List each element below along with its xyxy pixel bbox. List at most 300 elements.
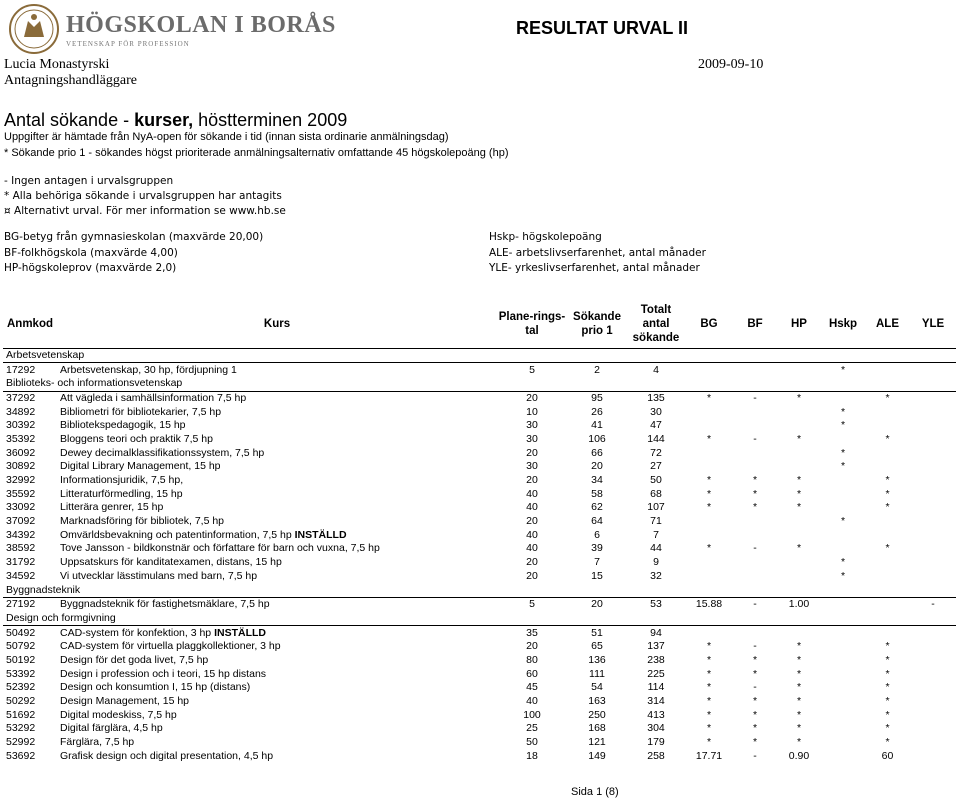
cell-bf: *: [752, 722, 758, 735]
cell-plane: 80: [526, 653, 538, 666]
cell-ale: [865, 405, 910, 419]
cell-hp: [777, 419, 821, 433]
cell-totalt: 53: [650, 598, 662, 611]
cell-yle: [910, 667, 956, 681]
cell-ale: [865, 570, 910, 584]
cell-plane: 20: [526, 556, 538, 569]
cell-bf: [733, 405, 777, 419]
cell-hp: [777, 528, 821, 542]
table-row: [3, 654, 956, 668]
cell-hskp: *: [840, 460, 846, 473]
cell-bg: 17.71: [695, 749, 723, 762]
cell-anmkod: 53692: [6, 749, 36, 762]
legend-bf: BF-folkhögskola (maxvärde 4,00): [4, 246, 178, 259]
cell-bf: *: [752, 653, 758, 666]
cell-kurs: Marknadsföring för bibliotek, 7,5 hp: [60, 515, 225, 528]
cell-hp: 1.00: [788, 598, 810, 611]
cell-yle: -: [931, 598, 935, 611]
cell-bg: [685, 528, 733, 542]
brand-tagline: VETENSKAP FÖR PROFESSION: [66, 40, 190, 48]
cell-prio: 39: [591, 542, 603, 555]
col-plane: Plane-rings-tal: [497, 300, 567, 348]
cell-totalt: 27: [650, 460, 662, 473]
cell-kurs: CAD-system för konfektion, 3 hp INSTÄLLD: [60, 626, 266, 639]
cell-totalt: 7: [653, 528, 659, 541]
col-hp: HP: [777, 300, 821, 348]
cell-hp: [777, 405, 821, 419]
table-row: [3, 391, 956, 405]
cell-hp: [777, 363, 821, 377]
cell-hp: *: [796, 708, 802, 721]
cell-hskp: *: [840, 515, 846, 528]
cell-yle: [910, 363, 956, 377]
table-row: [3, 363, 956, 377]
cell-hskp: [821, 542, 865, 556]
cell-plane: 20: [526, 515, 538, 528]
cell-hp: *: [796, 542, 802, 555]
cell-hp: 0.90: [788, 749, 810, 762]
cell-anmkod: 37092: [6, 515, 36, 528]
cell-bf: [733, 515, 777, 529]
cell-anmkod: 34892: [6, 405, 36, 418]
cell-anmkod: 31792: [6, 556, 36, 569]
cell-prio: 106: [588, 432, 606, 445]
cell-bf: [733, 363, 777, 377]
cell-bg: [685, 460, 733, 474]
cell-ale: *: [885, 501, 890, 514]
cell-prio: 149: [588, 749, 606, 762]
cell-anmkod: 35592: [6, 487, 36, 500]
table-row: [3, 419, 956, 433]
cell-bf: -: [753, 749, 757, 762]
cell-yle: [910, 640, 956, 654]
cell-anmkod: 50292: [6, 695, 36, 708]
cell-prio: 41: [591, 419, 603, 432]
cell-anmkod: 50192: [6, 653, 36, 666]
cell-plane: 10: [526, 405, 538, 418]
results-table: [3, 300, 956, 763]
col-ale: ALE: [865, 300, 910, 348]
cell-anmkod: 52392: [6, 681, 36, 694]
legend-hskp: Hskp- högskolepoäng: [489, 231, 602, 243]
cell-kurs: Design och konsumtion I, 15 hp (distans): [60, 681, 251, 694]
note-all-admitted: * Alla behöriga sökande i urvalsgruppen har antagits: [4, 190, 282, 202]
section-title: Arbetsvetenskap: [3, 348, 956, 363]
cell-ale: *: [885, 432, 890, 445]
cell-totalt: 137: [647, 640, 665, 653]
source-note: Uppgifter är hämtade från NyA-open för sökande i tid (innan sista ordinarie anmälningsdag): [4, 131, 449, 143]
cell-totalt: 225: [647, 667, 665, 680]
cell-anmkod: 53292: [6, 722, 36, 735]
cell-totalt: 47: [650, 419, 662, 432]
cell-bg: [685, 363, 733, 377]
cell-kurs: Arbetsvetenskap, 30 hp, fördjupning 1: [60, 363, 237, 376]
cell-kurs: Byggnadsteknik för fastighetsmäklare, 7,5 hp: [60, 598, 270, 611]
col-bg: BG: [685, 300, 733, 348]
cell-bg: *: [706, 695, 712, 708]
cell-bg: *: [706, 542, 712, 555]
cell-hp: [777, 570, 821, 584]
cell-hskp: [821, 597, 865, 611]
table-row: [3, 556, 956, 570]
cell-anmkod: 34392: [6, 528, 36, 541]
cell-totalt: 94: [650, 626, 662, 639]
table-row: [3, 460, 956, 474]
cell-anmkod: 30392: [6, 419, 36, 432]
col-yle: YLE: [910, 300, 956, 348]
cell-plane: 20: [526, 569, 538, 582]
cell-bg: [685, 446, 733, 460]
cell-bg: *: [706, 640, 712, 653]
cell-yle: [910, 487, 956, 501]
legend-left: [4, 230, 263, 277]
cell-anmkod: 38592: [6, 542, 36, 555]
cell-yle: [910, 515, 956, 529]
cell-anmkod: 50792: [6, 640, 36, 653]
cell-hskp: [821, 695, 865, 709]
cell-hp: *: [796, 501, 802, 514]
cell-kurs: Digital Library Management, 15 hp: [60, 460, 221, 473]
cell-kurs: Dewey decimalklassifikationssystem, 7,5 hp: [60, 446, 265, 459]
prio-note: * Sökande prio 1 - sökandes högst prioriterade anmälningsalternativ omfattande 45 högskolepoäng (hp): [4, 147, 509, 159]
cell-totalt: 258: [647, 749, 665, 762]
cell-kurs: Att vägleda i samhällsinformation 7,5 hp: [60, 391, 247, 404]
cell-ale: [865, 460, 910, 474]
cell-anmkod: 30892: [6, 460, 36, 473]
cell-hskp: *: [840, 405, 846, 418]
cell-hskp: [821, 667, 865, 681]
table-row: [3, 433, 956, 447]
cell-hp: *: [796, 681, 802, 694]
cell-ale: [865, 597, 910, 611]
cell-bf: -: [753, 640, 757, 653]
cell-anmkod: 27192: [6, 598, 36, 611]
cell-anmkod: 51692: [6, 708, 36, 721]
cell-kurs: Uppsatskurs för kanditatexamen, distans, 15 hp: [60, 556, 282, 569]
table-row: [3, 542, 956, 556]
cell-plane: 20: [526, 446, 538, 459]
cell-plane: 30: [526, 432, 538, 445]
cell-plane: 20: [526, 391, 538, 404]
section-title: Byggnadsteknik: [3, 583, 956, 597]
cell-hp: [777, 446, 821, 460]
cell-bg: *: [706, 681, 712, 694]
cell-yle: [910, 749, 956, 763]
table-row: [3, 640, 956, 654]
cell-ale: [865, 446, 910, 460]
cell-kurs: Grafisk design och digital presentation, 4,5 hp: [60, 749, 274, 762]
cell-hskp: [821, 640, 865, 654]
cell-prio: 66: [591, 446, 603, 459]
cell-hskp: *: [840, 419, 846, 432]
cell-bg: *: [706, 391, 712, 404]
table-row: [3, 515, 956, 529]
cell-yle: [910, 474, 956, 488]
cell-hskp: *: [840, 363, 846, 376]
cell-kurs: Bloggens teori och praktik 7,5 hp: [60, 432, 213, 445]
cell-hp: *: [796, 667, 802, 680]
cell-bf: [733, 528, 777, 542]
cell-hp: *: [796, 640, 802, 653]
cell-ale: [865, 363, 910, 377]
cell-prio: 54: [591, 681, 603, 694]
col-kurs: Kurs: [57, 300, 497, 348]
cell-ale: [865, 515, 910, 529]
cell-bf: *: [752, 695, 758, 708]
cell-yle: [910, 446, 956, 460]
cell-totalt: 9: [653, 556, 659, 569]
cell-bg: *: [706, 474, 712, 487]
cell-bf: -: [753, 681, 757, 694]
section-header: [3, 583, 956, 597]
cell-totalt: 71: [650, 515, 662, 528]
table-row: [3, 708, 956, 722]
cell-prio: 20: [591, 460, 603, 473]
cell-kurs: CAD-system för virtuella plaggkollektioner, 3 hp: [60, 640, 281, 653]
cell-prio: 26: [591, 405, 603, 418]
cell-hskp: [821, 501, 865, 515]
cell-prio: 121: [588, 736, 606, 749]
table-row: [3, 597, 956, 611]
cell-plane: 50: [526, 736, 538, 749]
cell-bf: [733, 556, 777, 570]
cell-kurs: Omvärldsbevakning och patentinformation, 7,5 hp INSTÄLLD: [60, 528, 347, 541]
cell-prio: 111: [589, 667, 605, 680]
cell-totalt: 44: [650, 542, 662, 555]
cell-hp: *: [796, 487, 802, 500]
cell-bg: 15.88: [695, 598, 723, 611]
cell-hp: *: [796, 736, 802, 749]
cell-anmkod: 36092: [6, 446, 36, 459]
cell-hskp: [821, 528, 865, 542]
page-title: Antal sökande - kurser, höstterminen 2009: [4, 110, 348, 130]
cell-bf: -: [753, 432, 757, 445]
table-row: [3, 570, 956, 584]
col-hskp: Hskp: [821, 300, 865, 348]
table-row: [3, 736, 956, 750]
cell-plane: 40: [526, 528, 538, 541]
cell-hskp: *: [840, 556, 846, 569]
cell-yle: [910, 391, 956, 405]
cell-ale: *: [885, 681, 890, 694]
legend-bg: BG-betyg från gymnasieskolan (maxvärde 20,00): [4, 231, 264, 243]
cell-hp: *: [796, 695, 802, 708]
cell-prio: 7: [594, 556, 600, 569]
cell-hp: [777, 556, 821, 570]
cell-prio: 51: [591, 626, 603, 639]
cell-prio: 168: [588, 722, 606, 735]
table-row: [3, 474, 956, 488]
cancelled-flag: INSTÄLLD: [214, 626, 266, 639]
cell-ale: 60: [881, 749, 894, 762]
cell-prio: 64: [591, 515, 603, 528]
cell-anmkod: 37292: [6, 391, 36, 404]
cell-prio: 95: [591, 391, 603, 404]
cell-yle: [910, 570, 956, 584]
cell-kurs: Litteraturförmedling, 15 hp: [60, 487, 183, 500]
cell-plane: 45: [526, 681, 538, 694]
cell-anmkod: 52992: [6, 736, 36, 749]
cell-kurs: Tove Jansson - bildkonstnär och författare för barn och vuxna, 7,5 hp: [60, 542, 380, 555]
cell-yle: [910, 433, 956, 447]
cell-totalt: 4: [653, 363, 659, 376]
cell-bg: [685, 515, 733, 529]
cell-ale: [865, 528, 910, 542]
table-row: [3, 626, 956, 640]
cancelled-flag: INSTÄLLD: [294, 528, 347, 541]
cell-hp: *: [796, 432, 802, 445]
cell-hskp: *: [840, 569, 846, 582]
brand-name: HÖGSKOLAN I BORÅS: [66, 12, 336, 38]
cell-plane: 35: [526, 626, 538, 639]
cell-kurs: Bibliotekspedagogik, 15 hp: [60, 419, 186, 432]
cell-bf: *: [752, 474, 758, 487]
cell-ale: *: [885, 391, 890, 404]
section-header: [3, 348, 956, 363]
cell-yle: [910, 681, 956, 695]
cell-hskp: [821, 681, 865, 695]
cell-yle: [910, 708, 956, 722]
cell-yle: [910, 736, 956, 750]
cell-plane: 40: [526, 487, 538, 500]
cell-yle: [910, 556, 956, 570]
cell-yle: [910, 722, 956, 736]
cell-hp: *: [796, 653, 802, 666]
cell-totalt: 114: [647, 681, 665, 694]
cell-plane: 20: [526, 640, 538, 653]
table-row: [3, 695, 956, 709]
cell-yle: [910, 460, 956, 474]
legend-yle: YLE- yrkeslivserfarenhet, antal månader: [489, 262, 700, 274]
cell-yle: [910, 528, 956, 542]
cell-yle: [910, 695, 956, 709]
table-row: [3, 501, 956, 515]
legend-ale: ALE- arbetslivserfarenhet, antal månader: [489, 246, 706, 259]
results-body: [3, 348, 956, 763]
table-row: [3, 446, 956, 460]
cell-bf: *: [752, 736, 758, 749]
cell-ale: *: [885, 695, 890, 708]
cell-plane: 30: [526, 460, 538, 473]
cell-hskp: [821, 654, 865, 668]
cell-prio: 58: [591, 487, 603, 500]
cell-kurs: Digital färglära, 4,5 hp: [60, 722, 163, 735]
cell-kurs: Design för det goda livet, 7,5 hp: [60, 653, 209, 666]
report-title: RESULTAT URVAL II: [516, 18, 689, 38]
cell-totalt: 32: [650, 569, 662, 582]
cell-totalt: 238: [647, 653, 665, 666]
cell-yle: [910, 501, 956, 515]
table-row: [3, 749, 956, 763]
col-anmkod: Anmkod: [3, 300, 57, 348]
cell-bg: [685, 556, 733, 570]
cell-bf: *: [752, 501, 758, 514]
cell-bg: [685, 419, 733, 433]
cell-bg: [685, 570, 733, 584]
cell-ale: *: [885, 640, 890, 653]
cell-anmkod: 34592: [6, 569, 36, 582]
cell-bf: [733, 460, 777, 474]
report-date: 2009-09-10: [698, 57, 764, 72]
section-header: [3, 612, 956, 626]
page-number: Sida 1 (8): [571, 786, 619, 798]
cell-plane: 20: [526, 474, 538, 487]
cell-totalt: 30: [650, 405, 662, 418]
cell-bg: *: [706, 653, 712, 666]
table-row: [3, 528, 956, 542]
cell-hskp: [821, 722, 865, 736]
cell-plane: 60: [526, 667, 538, 680]
cell-hp: [777, 515, 821, 529]
legend-hp: HP-högskoleprov (maxvärde 2,0): [4, 262, 177, 274]
col-prio: Sökande prio 1: [567, 300, 627, 348]
cell-hskp: [821, 391, 865, 405]
cell-yle: [910, 405, 956, 419]
cell-ale: *: [885, 722, 890, 735]
cell-totalt: 314: [647, 695, 665, 708]
cell-plane: 40: [526, 501, 538, 514]
cell-totalt: 68: [650, 487, 662, 500]
author-block: [4, 57, 137, 89]
cell-bg: *: [706, 722, 712, 735]
col-totalt: Totalt antal sökande: [627, 300, 685, 348]
cell-kurs: Färglära, 7,5 hp: [60, 736, 135, 749]
section-title: Biblioteks- och informationsvetenskap: [3, 377, 956, 391]
cell-bf: [733, 570, 777, 584]
cell-bf: -: [753, 542, 757, 555]
cell-totalt: 72: [650, 446, 662, 459]
cell-ale: *: [885, 708, 890, 721]
cell-hskp: [821, 487, 865, 501]
cell-totalt: 144: [647, 432, 665, 445]
cell-totalt: 179: [647, 736, 665, 749]
cell-plane: 40: [526, 695, 538, 708]
cell-prio: 20: [591, 598, 603, 611]
cell-anmkod: 35392: [6, 432, 36, 445]
cell-bg: [685, 405, 733, 419]
cell-bg: *: [706, 501, 712, 514]
cell-totalt: 107: [647, 501, 665, 514]
cell-bf: -: [753, 391, 757, 404]
cell-kurs: Design i profession och i teori, 15 hp distans: [60, 667, 267, 680]
cell-hskp: *: [840, 446, 846, 459]
cell-hp: *: [796, 474, 802, 487]
cell-anmkod: 17292: [6, 363, 36, 376]
cell-bg: *: [706, 736, 712, 749]
cell-prio: 15: [591, 569, 603, 582]
cell-hp: [777, 460, 821, 474]
table-row: [3, 681, 956, 695]
cell-ale: *: [885, 487, 890, 500]
cell-bf: -: [753, 598, 757, 611]
table-row: [3, 722, 956, 736]
cell-anmkod: 32992: [6, 474, 36, 487]
cell-prio: 136: [588, 653, 606, 666]
table-row: [3, 405, 956, 419]
cell-hskp: [821, 708, 865, 722]
legend-right: [489, 230, 706, 277]
cell-bf: [733, 446, 777, 460]
cell-bg: [685, 626, 733, 640]
cell-kurs: Informationsjuridik, 7,5 hp,: [60, 474, 184, 487]
cell-totalt: 304: [647, 722, 665, 735]
cell-bf: [733, 419, 777, 433]
cell-kurs: Litterära genrer, 15 hp: [60, 501, 164, 514]
note-alternative: ¤ Alternativt urval. För mer information se www.hb.se: [4, 205, 286, 217]
cell-ale: *: [885, 653, 890, 666]
cell-prio: 2: [594, 363, 600, 376]
cell-yle: [910, 626, 956, 640]
